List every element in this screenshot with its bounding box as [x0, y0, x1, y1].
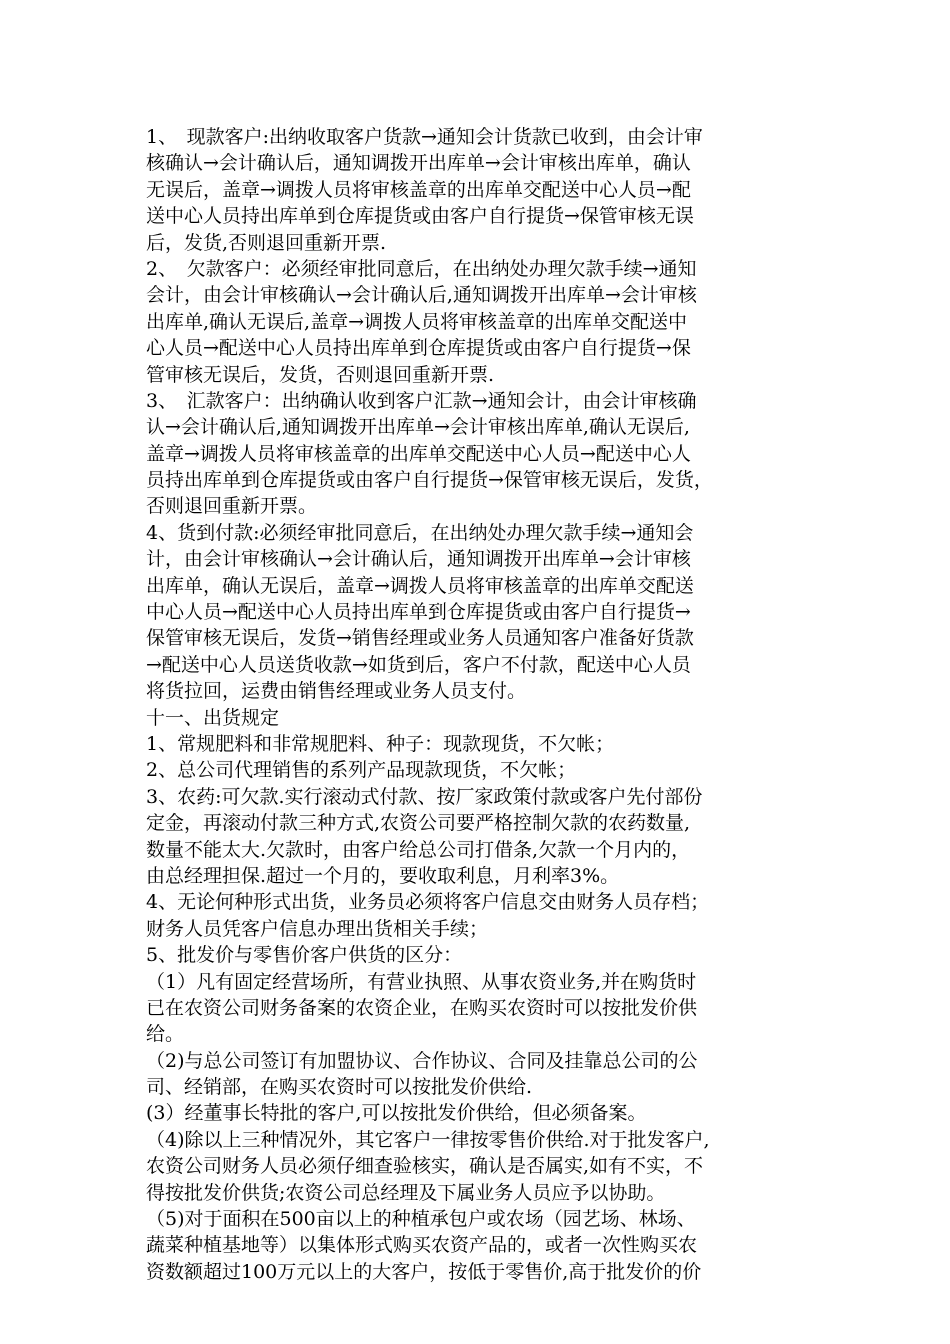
text-line: 心人员→配送中心人员持出库单到仓库提货或由客户自行提货→保 — [146, 337, 691, 360]
text-line: 十一、出货规定 — [146, 706, 280, 729]
text-line: 计，由会计审核确认→会计确认后，通知调拨开出库单→会计审核 — [146, 548, 691, 571]
text-line: 后，发货,否则退回重新开票. — [146, 231, 387, 254]
text-line: 财务人员凭客户信息办理出货相关手续； — [146, 917, 489, 940]
text-line: 1、常规肥料和非常规肥料、种子：现款现货，不欠帐； — [146, 732, 615, 755]
text-line: 3、农药:可欠款.实行滚动式付款、按厂家政策付款或客户先付部份 — [146, 785, 703, 808]
text-line: 得按批发价供货;农资公司总经理及下属业务人员应予以协助。 — [146, 1181, 666, 1204]
text-line: 员持出库单到仓库提货或由客户自行提货→保管审核无误后，发货， — [146, 469, 713, 492]
text-line: 蔬菜种植基地等）以集体形式购买农资产品的，或者一次性购买农 — [146, 1234, 698, 1257]
text-line: 保管审核无误后，发货→销售经理或业务人员通知客户准备好货款 — [146, 627, 694, 650]
text-line: 送中心人员持出库单到仓库提货或由客户自行提货→保管审核无误 — [146, 205, 694, 228]
text-line: →配送中心人员送货收款→如货到后，客户不付款，配送中心人员 — [146, 653, 691, 676]
text-line: 农资公司财务人员必须仔细查验核实，确认是否属实,如有不实，不 — [146, 1155, 704, 1178]
text-line: 5、批发价与零售价客户供货的区分： — [146, 944, 463, 967]
text-line: 将货拉回，运费由销售经理或业务人员支付。 — [146, 680, 527, 703]
text-line: （4)除以上三种情况外，其它客户一律按零售价供给.对于批发客户, — [146, 1128, 710, 1151]
text-line: 盖章→调拨人员将审核盖章的出库单交配送中心人员→配送中心人 — [146, 442, 691, 465]
text-line: 否则退回重新开票。 — [146, 495, 318, 518]
text-line: (3）经董事长特批的客户,可以按批发价供给，但必须备案。 — [146, 1102, 647, 1125]
text-line: 2、总公司代理销售的系列产品现款现货，不欠帐； — [146, 759, 577, 782]
text-line: 数量不能太大.欠款时，由客户给总公司打借条,欠款一个月内的， — [146, 838, 691, 861]
text-line: 定金，再滚动付款三种方式,农资公司要严格控制欠款的农药数量, — [146, 812, 691, 835]
text-line: 认→会计确认后,通知调拨开出库单→会计审核出库单,确认无误后, — [146, 416, 690, 439]
document-body — [146, 124, 822, 1285]
text-line: 1、 现款客户:出纳收取客户货款→通知会计货款已收到，由会计审 — [146, 126, 703, 148]
text-line: 4、货到付款:必须经审批同意后，在出纳处办理欠款手续→通知会 — [146, 521, 694, 544]
text-line: 管审核无误后，发货，否则退回重新开票. — [146, 363, 495, 386]
text-line: 核确认→会计确认后，通知调拨开出库单→会计审核出库单，确认 — [146, 152, 691, 175]
text-line: 2、 欠款客户：必须经审批同意后，在出纳处办理欠款手续→通知 — [146, 257, 697, 280]
text-line: 给。 — [146, 1023, 185, 1046]
text-line: 资数额超过100万元以上的大客户，按低于零售价,高于批发价的价 — [146, 1260, 702, 1283]
text-line: 已在农资公司财务备案的农资企业，在购买农资时可以按批发价供 — [146, 996, 698, 1019]
text-line: （1）凡有固定经营场所，有营业执照、从事农资业务,并在购货时 — [146, 970, 697, 993]
text-line: 出库单,确认无误后,盖章→调拨人员将审核盖章的出库单交配送中 — [146, 310, 688, 333]
text-line: （5)对于面积在500亩以上的种植承包户或农场（园艺场、林场、 — [146, 1208, 696, 1231]
text-line: 司、经销部，在购买农资时可以按批发价供给. — [146, 1076, 533, 1099]
text-line: 会计，由会计审核确认→会计确认后,通知调拨开出库单→会计审核 — [146, 284, 697, 307]
text-line: 出库单，确认无误后，盖章→调拨人员将审核盖章的出库单交配送 — [146, 574, 694, 597]
text-line: 由总经理担保.超过一个月的，要收取利息，月利率3%。 — [146, 864, 620, 887]
text-line: 中心人员→配送中心人员持出库单到仓库提货或由客户自行提货→ — [146, 601, 691, 624]
text-line: 4、无论何种形式出货，业务员必须将客户信息交由财务人员存档； — [146, 891, 710, 914]
text-line: 3、 汇款客户：出纳确认收到客户汇款→通知会计，由会计审核确 — [146, 389, 697, 412]
text-line: （2)与总公司签订有加盟协议、合作协议、合同及挂靠总公司的公 — [146, 1049, 698, 1072]
text-line: 无误后，盖章→调拨人员将审核盖章的出库单交配送中心人员→配 — [146, 178, 691, 201]
